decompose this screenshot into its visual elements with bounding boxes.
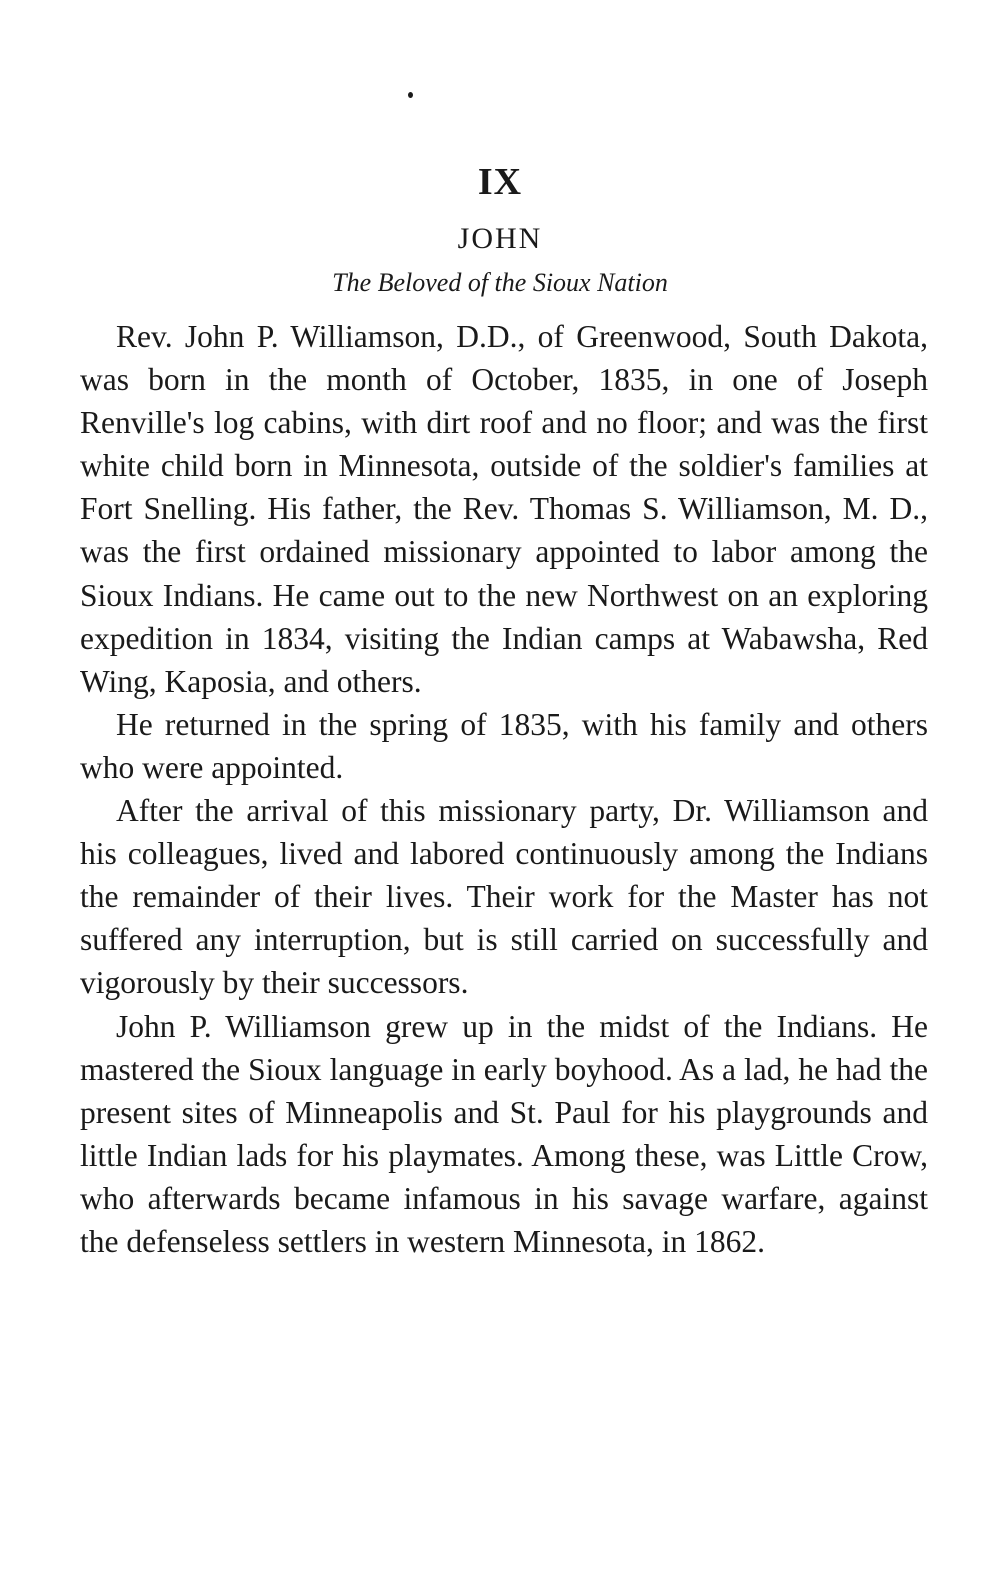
paragraph: Rev. John P. Williamson, D.D., of Greenwood, South Dakota, was born in the month of October, 1835, in one of Joseph Renville's log cabins, with dirt roof and no floor; and was the first white child born in Minnesota, outside of the soldier's families at Fort Snelling. His father, the Rev. Thomas S. Williamson, M. D., was the first ordained missionary appointed to labor among the Sioux Indians. He came out to the new Northwest on an exploring expedition in 1834, visiting the Indian camps at Wabawsha, Red Wing, Kaposia, and others. — [80, 319, 928, 699]
chapter-title: JOHN — [457, 222, 543, 255]
paragraph: He returned in the spring of 1835, with his family and others who were appointed. — [80, 706, 928, 785]
print-speck — [408, 92, 413, 98]
paragraph: John P. Williamson grew up in the midst of the Indians. He mastered the Sioux language in early boyhood. As a lad, he had the present sites of Minneapolis and St. Paul for his playgrounds and little Indian lads for his playmates. Among these, was Little Crow, who afterwards became infamous in his savage warfare, against the defenseless settlers in western Minnesota, in 1862. — [80, 1008, 928, 1259]
chapter-number: IX — [477, 161, 523, 203]
paragraph: After the arrival of this missionary party, Dr. Williamson and his colleagues, lived and labored continuously among the Indians the remainder of their lives. Their work for the Master has not suffered any interruption, but is still carried on successfully and vigorously by their successors. — [80, 793, 928, 1001]
chapter-subtitle: The Beloved of the Sioux Nation — [332, 268, 668, 297]
chapter-body — [80, 315, 928, 1263]
